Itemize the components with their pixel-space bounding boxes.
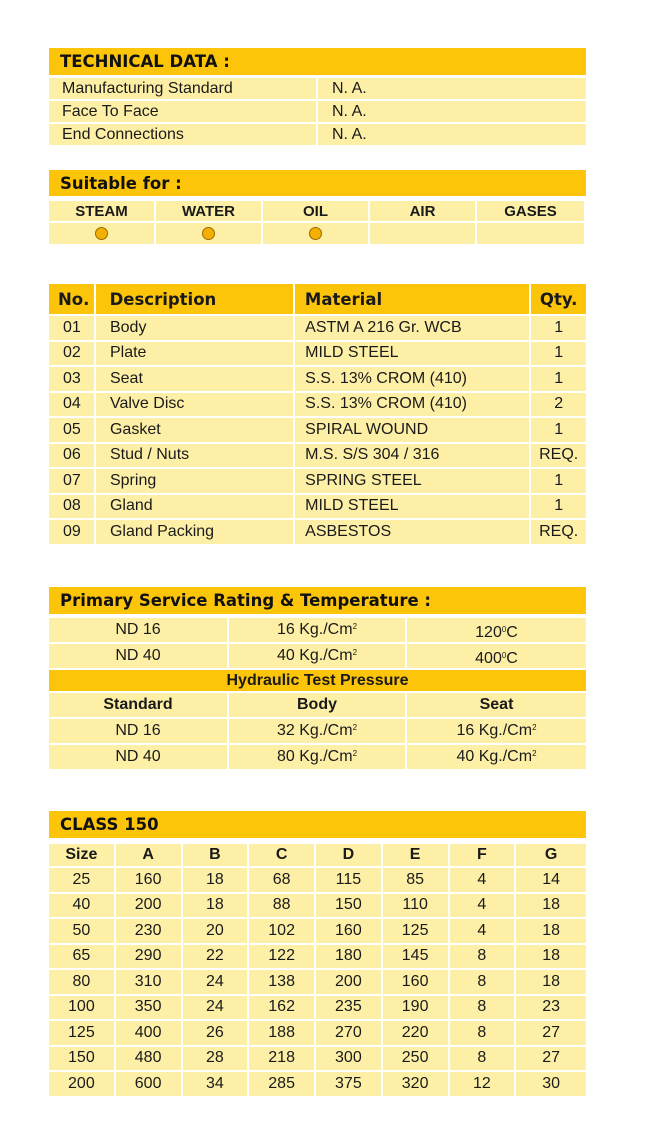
class150-row [49, 868, 586, 892]
class150-row [49, 919, 586, 943]
class150-row [49, 945, 586, 969]
material-description: Valve Disc [96, 393, 293, 417]
material-qty: 1 [531, 469, 586, 493]
rating-nd: ND 16 [49, 618, 227, 642]
rating-temperature: 120 $^0$ C [407, 618, 586, 642]
class150-row [49, 1072, 586, 1096]
material-row [49, 418, 586, 442]
suitable-cell-gases [477, 223, 584, 244]
class150-row [49, 1021, 586, 1045]
class150-cell: 300 [316, 1047, 381, 1071]
hydraulic-header-standard: Standard [49, 693, 227, 717]
hydraulic-header-seat: Seat [407, 693, 586, 717]
class150-cell: 65 [49, 945, 114, 969]
rating-pressure-text: 16 Kg./Cm [276, 621, 353, 638]
hydraulic-row [49, 745, 586, 769]
rating-row [49, 618, 586, 642]
hydraulic-body-text: 32 Kg./Cm [276, 722, 353, 739]
class150-cell: 150 [49, 1047, 114, 1071]
class150-cell: 200 [316, 970, 381, 994]
class150-cell: 375 [316, 1072, 381, 1096]
class150-cell: 145 [383, 945, 448, 969]
class150-cell: 30 [516, 1072, 586, 1096]
material-row [49, 393, 586, 417]
class150-cell: 14 [516, 868, 586, 892]
suitable-header-steam: STEAM [49, 201, 154, 221]
suitable-cell-water [156, 223, 261, 244]
class150-cell: 218 [249, 1047, 314, 1071]
material-qty: 1 [531, 342, 586, 366]
material-description: Body [96, 316, 293, 340]
header-description: Description [96, 284, 293, 314]
class150-cell: 8 [450, 945, 515, 969]
class150-cell: 80 [49, 970, 114, 994]
class150-cell: 22 [183, 945, 248, 969]
class150-cell: 100 [49, 996, 114, 1020]
material-no: 01 [49, 316, 94, 340]
rating-temp-unit: C [506, 623, 518, 641]
class150-row [49, 996, 586, 1020]
class150-cell: 200 [49, 1072, 114, 1096]
material-description: Gland Packing [96, 520, 293, 544]
class150-cell: 190 [383, 996, 448, 1020]
class150-cell: 18 [516, 894, 586, 918]
header-material: Material [295, 284, 529, 314]
class150-cell: 290 [116, 945, 181, 969]
suitable-header-air: AIR [370, 201, 475, 221]
technical-value: N. A. [318, 78, 586, 99]
material-material: MILD STEEL [295, 495, 529, 519]
material-material: ASBESTOS [295, 520, 529, 544]
class150-header-f: F [450, 844, 515, 866]
class150-cell: 220 [383, 1021, 448, 1045]
material-no: 02 [49, 342, 94, 366]
material-no: 06 [49, 444, 94, 468]
class150-row [49, 1047, 586, 1071]
class150-cell: 320 [383, 1072, 448, 1096]
suitable-cell-oil [263, 223, 368, 244]
material-material: SPRING STEEL [295, 469, 529, 493]
class150-cell: 125 [383, 919, 448, 943]
class150-cell: 122 [249, 945, 314, 969]
material-no: 04 [49, 393, 94, 417]
class150-cell: 27 [516, 1021, 586, 1045]
rating-pressure-text: 40 Kg./Cm [276, 647, 353, 664]
class150-cell: 12 [450, 1072, 515, 1096]
suitable-cell-air [370, 223, 475, 244]
class150-cell: 200 [116, 894, 181, 918]
class150-cell: 4 [450, 868, 515, 892]
class150-cell: 480 [116, 1047, 181, 1071]
class150-cell: 34 [183, 1072, 248, 1096]
technical-label: Manufacturing Standard [49, 78, 316, 99]
class150-cell: 18 [183, 894, 248, 918]
class150-row [49, 970, 586, 994]
class150-title: CLASS 150 [49, 811, 586, 838]
material-description: Plate [96, 342, 293, 366]
radio-icon [202, 227, 215, 240]
material-row [49, 342, 586, 366]
class150-cell: 8 [450, 1047, 515, 1071]
suitable-header-gases: GASES [477, 201, 584, 221]
class150-header-a: A [116, 844, 181, 866]
class150-cell: 160 [383, 970, 448, 994]
technical-value: N. A. [318, 124, 586, 145]
class150-section [49, 811, 586, 1096]
class150-cell: 125 [49, 1021, 114, 1045]
class150-cell: 115 [316, 868, 381, 892]
material-material: MILD STEEL [295, 342, 529, 366]
class150-cell: 18 [516, 945, 586, 969]
suitable-header-water: WATER [156, 201, 261, 221]
rating-temp-value: 400 [475, 649, 502, 667]
rating-row [49, 644, 586, 668]
material-row [49, 469, 586, 493]
rating-temperature: 400 $^0$ C [407, 644, 586, 668]
class150-cell: 230 [116, 919, 181, 943]
class150-cell: 26 [183, 1021, 248, 1045]
material-no: 09 [49, 520, 94, 544]
class150-cell: 50 [49, 919, 114, 943]
class150-header-g: G [516, 844, 586, 866]
header-no: No. [49, 284, 94, 314]
technical-data-title: TECHNICAL DATA : [49, 48, 586, 75]
class150-cell: 28 [183, 1047, 248, 1071]
radio-icon [309, 227, 322, 240]
material-no: 07 [49, 469, 94, 493]
class150-cell: 85 [383, 868, 448, 892]
materials-header-row [49, 284, 586, 314]
class150-cell: 188 [249, 1021, 314, 1045]
class150-cell: 310 [116, 970, 181, 994]
technical-data-section [49, 48, 586, 145]
rating-pressure: 40 Kg./Cm $^2$ [229, 644, 405, 668]
service-rating-title: Primary Service Rating & Temperature : [49, 587, 586, 614]
class150-cell: 162 [249, 996, 314, 1020]
class150-cell: 600 [116, 1072, 181, 1096]
material-qty: 1 [531, 418, 586, 442]
class150-cell: 18 [183, 868, 248, 892]
class150-cell: 4 [450, 919, 515, 943]
hydraulic-body-text: 80 Kg./Cm [276, 748, 353, 765]
material-material: SPIRAL WOUND [295, 418, 529, 442]
material-qty: 1 [531, 367, 586, 391]
class150-cell: 110 [383, 894, 448, 918]
technical-row [49, 101, 586, 122]
class150-cell: 235 [316, 996, 381, 1020]
class150-cell: 88 [249, 894, 314, 918]
material-qty: 1 [531, 316, 586, 340]
hydraulic-standard: ND 16 [49, 719, 227, 743]
class150-cell: 138 [249, 970, 314, 994]
class150-cell: 350 [116, 996, 181, 1020]
rating-nd: ND 40 [49, 644, 227, 668]
class150-cell: 68 [249, 868, 314, 892]
materials-section [49, 284, 586, 544]
hydraulic-seat-text: 16 Kg./Cm [456, 722, 533, 739]
class150-cell: 24 [183, 970, 248, 994]
class150-cell: 102 [249, 919, 314, 943]
technical-label: Face To Face [49, 101, 316, 122]
material-row [49, 444, 586, 468]
material-material: S.S. 13% CROM (410) [295, 367, 529, 391]
class150-cell: 160 [116, 868, 181, 892]
class150-cell: 8 [450, 1021, 515, 1045]
technical-row [49, 124, 586, 145]
material-qty: 2 [531, 393, 586, 417]
class150-cell: 285 [249, 1072, 314, 1096]
material-material: ASTM A 216 Gr. WCB [295, 316, 529, 340]
material-row [49, 367, 586, 391]
class150-cell: 250 [383, 1047, 448, 1071]
class150-cell: 18 [516, 919, 586, 943]
material-description: Spring [96, 469, 293, 493]
class150-cell: 27 [516, 1047, 586, 1071]
rating-pressure: 16 Kg./Cm $^2$ [229, 618, 405, 642]
material-qty: REQ. [531, 520, 586, 544]
material-material: S.S. 13% CROM (410) [295, 393, 529, 417]
material-no: 08 [49, 495, 94, 519]
material-no: 03 [49, 367, 94, 391]
class150-cell: 25 [49, 868, 114, 892]
material-row [49, 520, 586, 544]
class150-cell: 8 [450, 970, 515, 994]
technical-row [49, 78, 586, 99]
class150-cell: 24 [183, 996, 248, 1020]
hydraulic-body: 32 Kg./Cm $^2$ [229, 719, 405, 743]
class150-header-d: D [316, 844, 381, 866]
class150-cell: 23 [516, 996, 586, 1020]
class150-cell: 4 [450, 894, 515, 918]
class150-cell: 270 [316, 1021, 381, 1045]
material-material: M.S. S/S 304 / 316 [295, 444, 529, 468]
class150-cell: 180 [316, 945, 381, 969]
service-rating-section [49, 587, 586, 769]
header-qty: Qty. [531, 284, 586, 314]
rating-temp-value: 120 [475, 623, 502, 641]
material-description: Seat [96, 367, 293, 391]
hydraulic-title: Hydraulic Test Pressure [49, 670, 586, 691]
class150-cell: 150 [316, 894, 381, 918]
material-qty: 1 [531, 495, 586, 519]
class150-cell: 8 [450, 996, 515, 1020]
technical-label: End Connections [49, 124, 316, 145]
material-description: Gland [96, 495, 293, 519]
class150-header-size: Size [49, 844, 114, 866]
class150-header-e: E [383, 844, 448, 866]
class150-row [49, 894, 586, 918]
class150-cell: 400 [116, 1021, 181, 1045]
class150-header-c: C [249, 844, 314, 866]
suitable-cell-steam [49, 223, 154, 244]
material-no: 05 [49, 418, 94, 442]
suitable-for-title: Suitable for : [49, 170, 586, 196]
hydraulic-body: 80 Kg./Cm $^2$ [229, 745, 405, 769]
hydraulic-header-body: Body [229, 693, 405, 717]
class150-header-b: B [183, 844, 248, 866]
material-description: Gasket [96, 418, 293, 442]
hydraulic-seat: 16 Kg./Cm $^2$ [407, 719, 586, 743]
hydraulic-row [49, 719, 586, 743]
technical-value: N. A. [318, 101, 586, 122]
class150-cell: 40 [49, 894, 114, 918]
class150-cell: 18 [516, 970, 586, 994]
class150-cell: 20 [183, 919, 248, 943]
rating-temp-unit: C [506, 649, 518, 667]
material-qty: REQ. [531, 444, 586, 468]
material-row [49, 316, 586, 340]
radio-icon [95, 227, 108, 240]
class150-cell: 160 [316, 919, 381, 943]
hydraulic-standard: ND 40 [49, 745, 227, 769]
suitable-header-oil: OIL [263, 201, 368, 221]
hydraulic-seat-text: 40 Kg./Cm [456, 748, 533, 765]
hydraulic-seat: 40 Kg./Cm $^2$ [407, 745, 586, 769]
material-row [49, 495, 586, 519]
suitable-for-section [49, 170, 586, 244]
material-description: Stud / Nuts [96, 444, 293, 468]
